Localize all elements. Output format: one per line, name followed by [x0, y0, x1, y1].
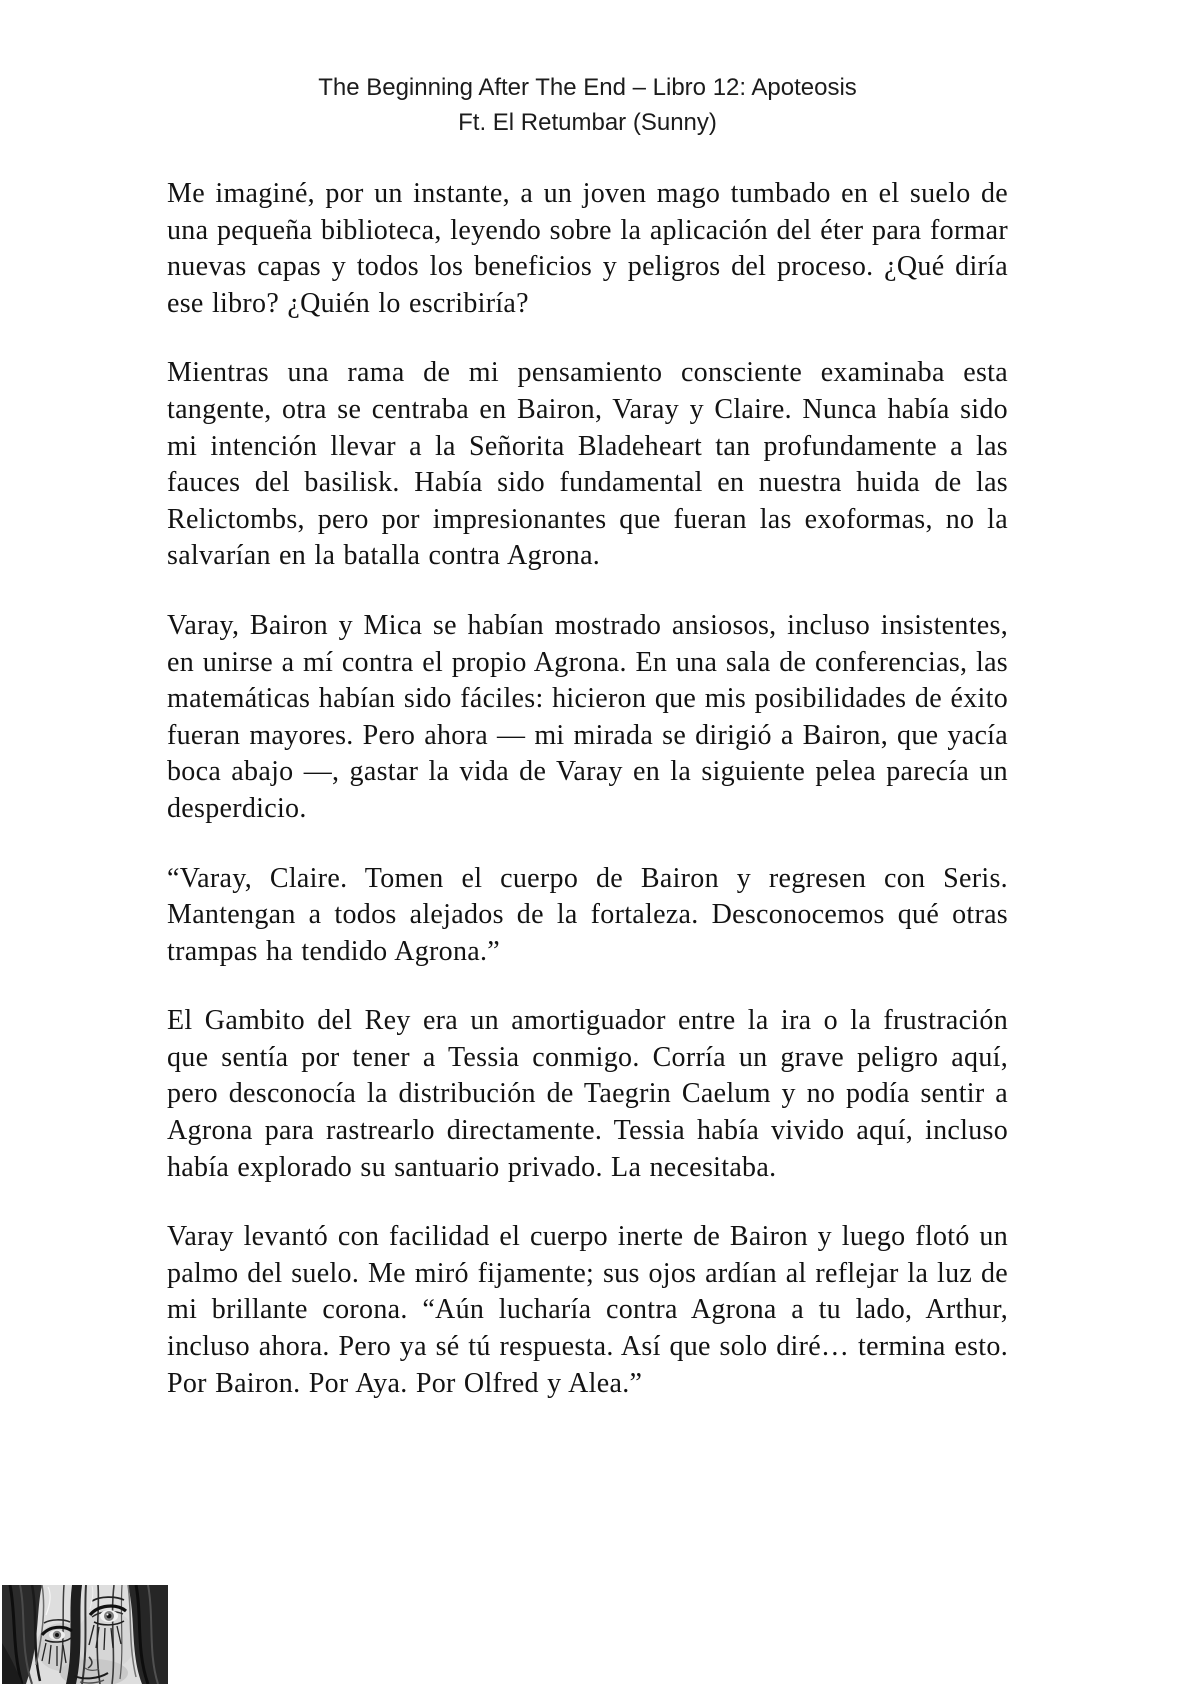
document-subtitle: Ft. El Retumbar (Sunny)	[458, 109, 717, 136]
paragraph-5: El Gambito del Rey era un amortiguador entre la ira o la frustración que sentía por tener a Tessia conmigo. Corría un grave peligro aquí, pero desconocía la distribución de Taegrin Caelum y no podía sentir a Agrona para rastrearlo directamente. Tessia había vivido aquí, incluso había explorado su santuario privado. La necesitaba.	[167, 1005, 1008, 1183]
document-header	[167, 70, 1008, 140]
document-title: The Beginning After The End – Libro 12: Apoteosis	[318, 74, 857, 101]
document-body	[167, 176, 1008, 1402]
paragraph-4: “Varay, Claire. Tomen el cuerpo de Bairon y regresen con Seris. Mantengan a todos alejados de la fortaleza. Desconocemos qué otras trampas ha tendido Agrona.”	[167, 862, 1008, 967]
manga-face-illustration	[2, 1585, 168, 1684]
paragraph-1: Me imaginé, por un instante, a un joven mago tumbado en el suelo de una pequeña biblioteca, leyendo sobre la aplicación del éter para formar nuevas capas y todos los beneficios y peligros del proceso. ¿Qué diría ese libro? ¿Quién lo escribiría?	[167, 178, 1008, 319]
paragraph-2: Mientras una rama de mi pensamiento consciente examinaba esta tangente, otra se centraba en Bairon, Varay y Claire. Nunca había sido mi intención llevar a la Señorita Bladeheart tan profundamente a las fauces del basilisk. Había sido fundamental en nuestra huida de las Relictombs, pero por impresionantes que fueran las exoformas, no la salvarían en la batalla contra Agrona.	[167, 357, 1008, 572]
paragraph-6: Varay levantó con facilidad el cuerpo inerte de Bairon y luego flotó un palmo del suelo. Me miró fijamente; sus ojos ardían al reflejar la luz de mi brillante corona. “Aún lucharía contra Agrona a tu lado, Arthur, incluso ahora. Pero ya sé tú respuesta. Así que solo diré… termina esto. Por Bairon. Por Aya. Por Olfred y Alea.”	[167, 1221, 1008, 1399]
paragraph-3: Varay, Bairon y Mica se habían mostrado ansiosos, incluso insistentes, en unirse a mí contra el propio Agrona. En una sala de conferencias, las matemáticas habían sido fáciles: hicieron que mis posibilidades de éxito fueran mayores. Pero ahora — mi mirada se dirigió a Bairon, que yacía boca abajo —, gastar la vida de Varay en la siguiente pelea parecía un desperdicio.	[167, 609, 1008, 824]
